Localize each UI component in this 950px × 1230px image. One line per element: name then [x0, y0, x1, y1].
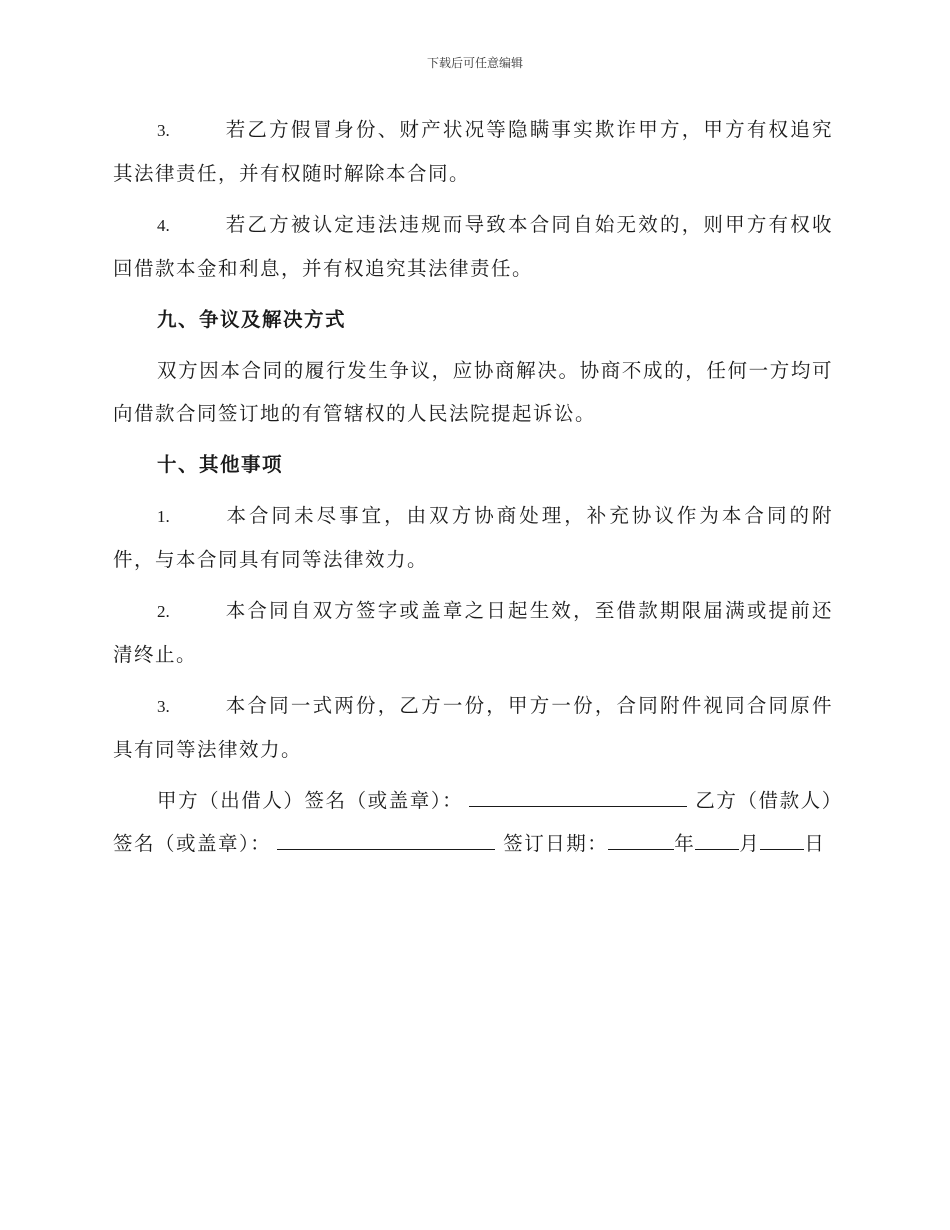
clause-text: 若乙方被认定违法违规而导致本合同自始无效的，则甲方有权收回借款本金和利息，并有权追究其法律责任。	[113, 213, 833, 280]
clause-text: 本合同一式两份，乙方一份，甲方一份，合同附件视同合同原件具有同等法律效力。	[113, 694, 833, 761]
clause-10-2	[113, 589, 833, 676]
clause-10-1	[113, 494, 833, 581]
clause-10-3	[113, 684, 833, 771]
section-heading-9: 九、争议及解决方式	[157, 308, 347, 331]
party-a-signature-label: 甲方（出借人）签名（或盖章）：	[157, 789, 464, 812]
clause-8-4	[113, 203, 833, 290]
sign-day-line[interactable]	[760, 827, 804, 850]
signature-block	[113, 779, 833, 865]
sign-date-label: 签订日期：	[503, 832, 609, 855]
sign-month-line[interactable]	[695, 827, 739, 850]
clause-8-3	[113, 108, 833, 195]
clause-number: 3.	[157, 121, 170, 140]
party-b-signature-line[interactable]	[277, 827, 495, 850]
month-label: 月	[739, 832, 761, 855]
clause-number: 1.	[157, 507, 170, 526]
sign-year-line[interactable]	[608, 827, 674, 850]
page-header: 下载后可任意编辑	[426, 56, 523, 70]
document-body	[113, 108, 833, 873]
clause-text: 若乙方假冒身份、财产状况等隐瞒事实欺诈甲方，甲方有权追究其法律责任，并有权随时解除本合同。	[113, 118, 833, 185]
year-label: 年	[674, 832, 696, 855]
day-label: 日	[804, 832, 826, 855]
clause-number: 4.	[157, 216, 170, 235]
clause-number: 2.	[157, 602, 170, 621]
dispute-paragraph: 双方因本合同的履行发生争议，应协商解决。协商不成的，任何一方均可向借款合同签订地的有管辖权的人民法院提起诉讼。	[113, 359, 833, 425]
party-a-signature-line[interactable]	[469, 784, 687, 807]
section-heading-10: 十、其他事项	[157, 453, 284, 476]
clause-number: 3.	[157, 697, 170, 716]
clause-text: 本合同未尽事宜，由双方协商处理，补充协议作为本合同的附件，与本合同具有同等法律效力。	[113, 504, 833, 571]
party-b-signature-label: 乙方（借款人）签名（或盖章）：	[113, 789, 833, 855]
clause-text: 本合同自双方签字或盖章之日起生效，至借款期限届满或提前还清终止。	[113, 599, 833, 666]
